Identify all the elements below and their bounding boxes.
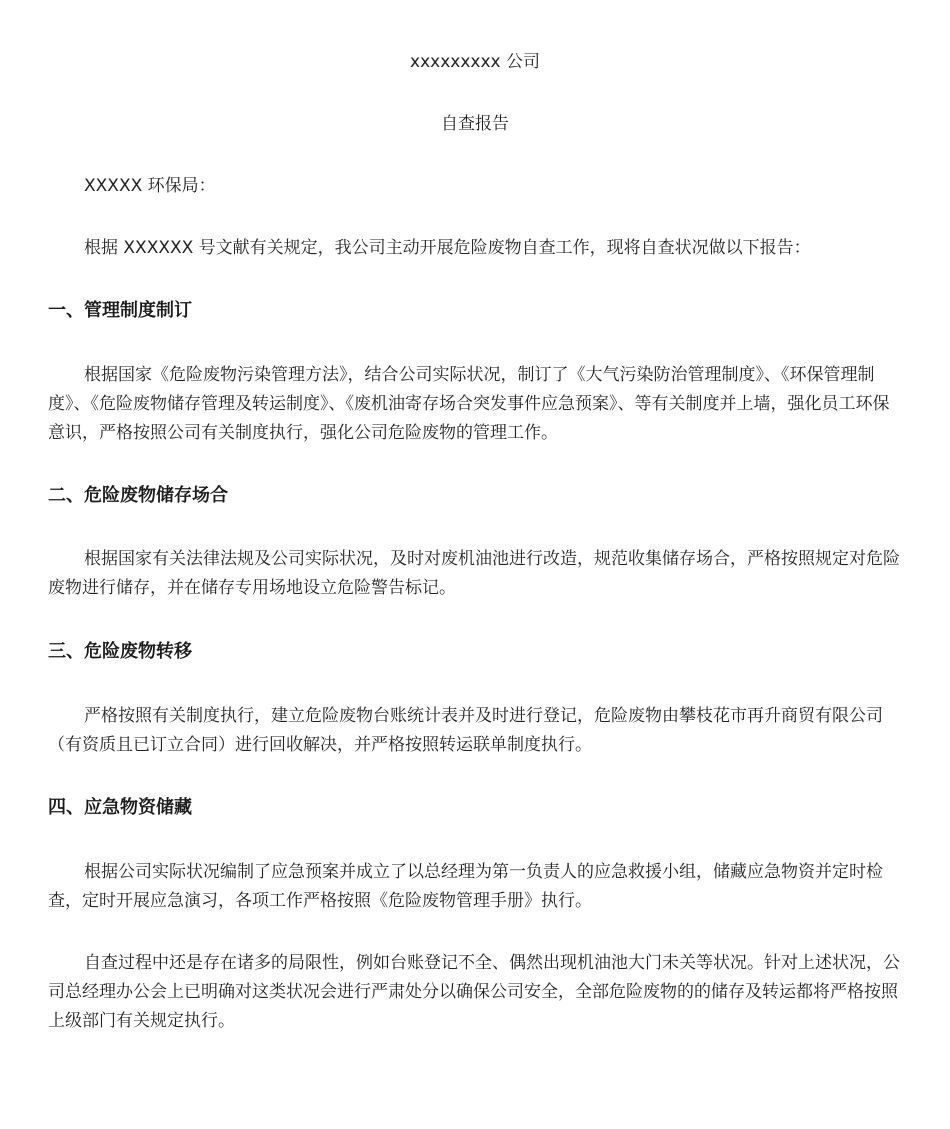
intro-paragraph: 根据 XXXXXX 号文献有关规定，我公司主动开展危险废物自查工作，现将自查状况做以下报告： [84, 238, 811, 258]
section-body-transfer: 严格按照有关制度执行，建立危险废物台账统计表并及时进行登记，危险废物由攀枝花市再升商贸有限公司（有资质且已订立合同）进行回收解决，并严格按照转运联单制度执行。 [48, 706, 883, 755]
section-heading-management: 一、管理制度制订 [48, 300, 192, 321]
conclusion-paragraph: 自查过程中还是存在诸多的局限性，例如台账登记不全、偶然出现机油池大门未关等状况。针对上述状况，公司总经理办公会上已明确对这类状况会进行严肃处分以确保公司安全，全部危险废物的的储存及转运都将严格按照上级部门有关规定执行。 [48, 953, 900, 1031]
section-body-storage: 根据国家有关法律法规及公司实际状况，及时对废机油池进行改造，规范收集储存场合，严格按照规定对危险废物进行储存，并在储存专用场地设立危险警告标记。 [48, 549, 900, 598]
section-body-management: 根据国家《危险废物污染管理方法》，结合公司实际状况，制订了《大气污染防治管理制度》、《环保管理制度》、《危险废物储存管理及转运制度》、《废机油寄存场合突发事件应急预案》、等有关制度并上墙，强化员工环保意识，严格按照公司有关制度执行，强化公司危险废物的管理工作。 [48, 365, 890, 443]
section-heading-emergency: 四、应急物资储藏 [48, 797, 192, 818]
section-body-emergency: 根据公司实际状况编制了应急预案并成立了以总经理为第一负责人的应急救援小组，储藏应急物资并定时检查，定时开展应急演习，各项工作严格按照《危险废物管理手册》执行。 [48, 862, 883, 911]
section-heading-storage: 二、危险废物储存场合 [48, 485, 228, 506]
section-heading-transfer: 三、危险废物转移 [48, 641, 192, 662]
report-title: 自查报告 [441, 114, 509, 134]
company-name: xxxxxxxxx 公司 [410, 52, 540, 72]
addressee: XXXXX 环保局： [84, 176, 216, 196]
